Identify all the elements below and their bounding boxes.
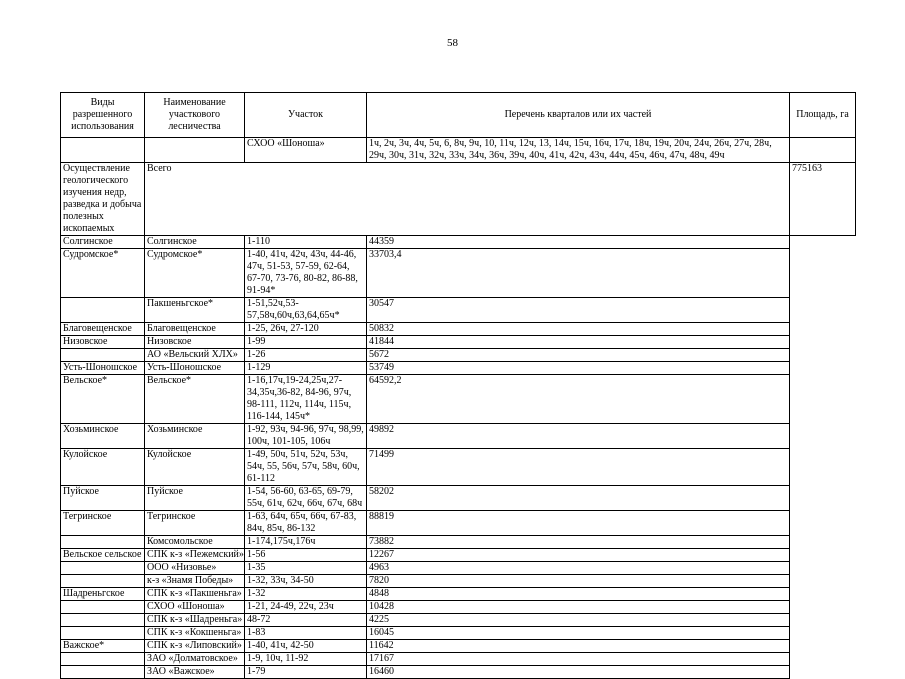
quarters-cell: 1-174,175ч,176ч	[245, 536, 367, 549]
quarters-cell: 1-51,52ч,53-57,58ч,60ч,63,64,65ч*	[245, 298, 367, 323]
area-cell: 30547	[367, 298, 790, 323]
table-row	[61, 562, 856, 575]
table-row	[61, 449, 856, 486]
forestry-cell: Шадреньгское	[61, 588, 145, 601]
quarters-cell: 1-9, 10ч, 11-92	[245, 653, 367, 666]
forestry-cell	[61, 666, 145, 679]
section-cell: ЗАО «Важское»	[145, 666, 245, 679]
table-row	[61, 627, 856, 640]
forestry-cell	[61, 575, 145, 588]
area-cell: 88819	[367, 511, 790, 536]
quarters-cell: 1-129	[245, 362, 367, 375]
section-cell: СПК к-з «Кокшеньга»	[145, 627, 245, 640]
section-cell: СХОО «Шоноша»	[145, 601, 245, 614]
header-use-type: Виды разрешенного использования	[61, 93, 145, 138]
forestry-cell	[61, 627, 145, 640]
forestry-cell	[61, 562, 145, 575]
forestry-cell: Пуйское	[61, 486, 145, 511]
area-cell: 64592,2	[367, 375, 790, 424]
use-type-cell-empty	[61, 138, 145, 163]
area-cell: 7820	[367, 575, 790, 588]
area-cell: 17167	[367, 653, 790, 666]
header-quarters: Перечень кварталов или их частей	[367, 93, 790, 138]
table-row	[61, 424, 856, 449]
use-type-cell: Осуществление геологического изучения недр, разведка и добыча полезных ископаемых	[61, 163, 145, 236]
section-cell: СПК к-з «Шадреньга»	[145, 614, 245, 627]
quarters-cell: 1-32, 33ч, 34-50	[245, 575, 367, 588]
table-row	[61, 653, 856, 666]
quarters-cell: 1-16,17ч,19-24,25ч,27-34,35ч,36-82, 84-96, 97ч, 98-111, 112ч, 114ч, 115ч, 116-144, 145ч*	[245, 375, 367, 424]
quarters-cell: 1-40, 41ч, 42ч, 43ч, 44-46, 47ч, 51-53, 57-59, 62-64, 67-70, 73-76, 80-82, 86-88, 91-94*	[245, 249, 367, 298]
table-row	[61, 640, 856, 653]
table-row	[61, 614, 856, 627]
quarters-cell: 1-32	[245, 588, 367, 601]
quarters-cell: 1-25, 26ч, 27-120	[245, 323, 367, 336]
forestry-cell	[61, 614, 145, 627]
area-cell: 10428	[367, 601, 790, 614]
forestry-cell: Важское*	[61, 640, 145, 653]
section-cell: Комсомольское	[145, 536, 245, 549]
forestry-cell: Тегринское	[61, 511, 145, 536]
area-cell: 4963	[367, 562, 790, 575]
section-cell: ЗАО «Долматовское»	[145, 653, 245, 666]
section-cell: Хозьминское	[145, 424, 245, 449]
section-cell: Благовещенское	[145, 323, 245, 336]
section-cell: Тегринское	[145, 511, 245, 536]
quarters-cell: 1-92, 93ч, 94-96, 97ч, 98,99, 100ч, 101-105, 106ч	[245, 424, 367, 449]
section-cell: СХОО «Шоноша»	[245, 138, 367, 163]
page-number: 58	[447, 37, 458, 49]
quarters-cell: 1ч, 2ч, 3ч, 4ч, 5ч, 6, 8ч, 9ч, 10, 11ч, 12ч, 13, 14ч, 15ч, 16ч, 17ч, 18ч, 19ч, 20ч, 24ч, 26ч, 27ч, 28ч, 29ч, 30ч, 31ч, 32ч, 33ч, 34ч, 36ч, 39ч, 40ч, 41ч, 42ч, 43ч, 44ч, 45ч, 46ч, 47ч, 48ч, 49ч	[367, 138, 790, 163]
quarters-cell: 1-26	[245, 349, 367, 362]
quarters-cell: 1-21, 24-49, 22ч, 23ч	[245, 601, 367, 614]
section-cell: АО «Вельский ХЛХ»	[145, 349, 245, 362]
quarters-cell: 1-83	[245, 627, 367, 640]
section-cell: Вельское*	[145, 375, 245, 424]
area-cell: 4848	[367, 588, 790, 601]
section-cell: Низовское	[145, 336, 245, 349]
table-row	[61, 375, 856, 424]
table-row	[61, 323, 856, 336]
table-row	[61, 588, 856, 601]
area-cell: 5672	[367, 349, 790, 362]
total-row	[61, 163, 856, 236]
quarters-cell: 48-72	[245, 614, 367, 627]
quarters-cell: 1-110	[245, 236, 367, 249]
area-cell: 41844	[367, 336, 790, 349]
section-cell: Пакшеньгское*	[145, 298, 245, 323]
forestry-cell: Усть-Шоношское	[61, 362, 145, 375]
table-row	[61, 138, 856, 163]
forestry-cell: Хозьминское	[61, 424, 145, 449]
area-cell: 53749	[367, 362, 790, 375]
table-row	[61, 536, 856, 549]
forestry-cell	[61, 536, 145, 549]
table-row	[61, 666, 856, 679]
area-cell: 49892	[367, 424, 790, 449]
total-area: 775163	[790, 163, 856, 236]
table-row	[61, 236, 856, 249]
table-row	[61, 362, 856, 375]
header-area: Площадь, га	[790, 93, 856, 138]
forestry-cell: Солгинское	[61, 236, 145, 249]
quarters-cell: 1-63, 64ч, 65ч, 66ч, 67-83, 84ч, 85ч, 86-132	[245, 511, 367, 536]
header-forestry: Наименование участкового лесничества	[145, 93, 245, 138]
quarters-cell: 1-56	[245, 549, 367, 562]
forestry-cell: Вельское*	[61, 375, 145, 424]
forestry-cell	[61, 349, 145, 362]
header-section: Участок	[245, 93, 367, 138]
area-cell: 58202	[367, 486, 790, 511]
section-cell: СПК к-з «Пакшеньга»	[145, 588, 245, 601]
forest-use-table	[60, 92, 856, 679]
table-row	[61, 249, 856, 298]
forestry-cell	[61, 298, 145, 323]
total-label: Всего	[145, 163, 790, 236]
area-cell: 12267	[367, 549, 790, 562]
quarters-cell: 1-40, 41ч, 42-50	[245, 640, 367, 653]
quarters-cell: 1-99	[245, 336, 367, 349]
section-cell: Усть-Шоношское	[145, 362, 245, 375]
quarters-cell: 1-35	[245, 562, 367, 575]
table-row	[61, 549, 856, 562]
area-cell: 50832	[367, 323, 790, 336]
section-cell: Судромское*	[145, 249, 245, 298]
table-header-row	[61, 93, 856, 138]
forestry-cell: Вельское сельское	[61, 549, 145, 562]
section-cell: СПК к-з «Липовский»	[145, 640, 245, 653]
section-cell: ООО «Низовье»	[145, 562, 245, 575]
forestry-cell	[61, 653, 145, 666]
section-cell: Солгинское	[145, 236, 245, 249]
forestry-cell	[61, 601, 145, 614]
area-cell: 44359	[367, 236, 790, 249]
area-cell: 73882	[367, 536, 790, 549]
table-row	[61, 486, 856, 511]
area-cell: 11642	[367, 640, 790, 653]
area-cell	[790, 138, 856, 163]
section-cell: к-з «Знамя Победы»	[145, 575, 245, 588]
section-cell: Пуйское	[145, 486, 245, 511]
table-row	[61, 601, 856, 614]
table-row	[61, 575, 856, 588]
forestry-cell: Благовещенское	[61, 323, 145, 336]
quarters-cell: 1-54, 56-60, 63-65, 69-79, 55ч, 61ч, 62ч, 66ч, 67ч, 68ч	[245, 486, 367, 511]
area-cell: 33703,4	[367, 249, 790, 298]
forestry-cell	[145, 138, 245, 163]
forestry-cell: Кулойское	[61, 449, 145, 486]
table-row	[61, 349, 856, 362]
forestry-cell: Судромское*	[61, 249, 145, 298]
area-cell: 16460	[367, 666, 790, 679]
quarters-cell: 1-79	[245, 666, 367, 679]
section-cell: СПК к-з «Пежемский»	[145, 549, 245, 562]
area-cell: 16045	[367, 627, 790, 640]
section-cell: Кулойское	[145, 449, 245, 486]
table-row	[61, 336, 856, 349]
area-cell: 4225	[367, 614, 790, 627]
table-row	[61, 511, 856, 536]
forestry-cell: Низовское	[61, 336, 145, 349]
area-cell: 71499	[367, 449, 790, 486]
table-row	[61, 298, 856, 323]
quarters-cell: 1-49, 50ч, 51ч, 52ч, 53ч, 54ч, 55, 56ч, 57ч, 58ч, 60ч, 61-112	[245, 449, 367, 486]
